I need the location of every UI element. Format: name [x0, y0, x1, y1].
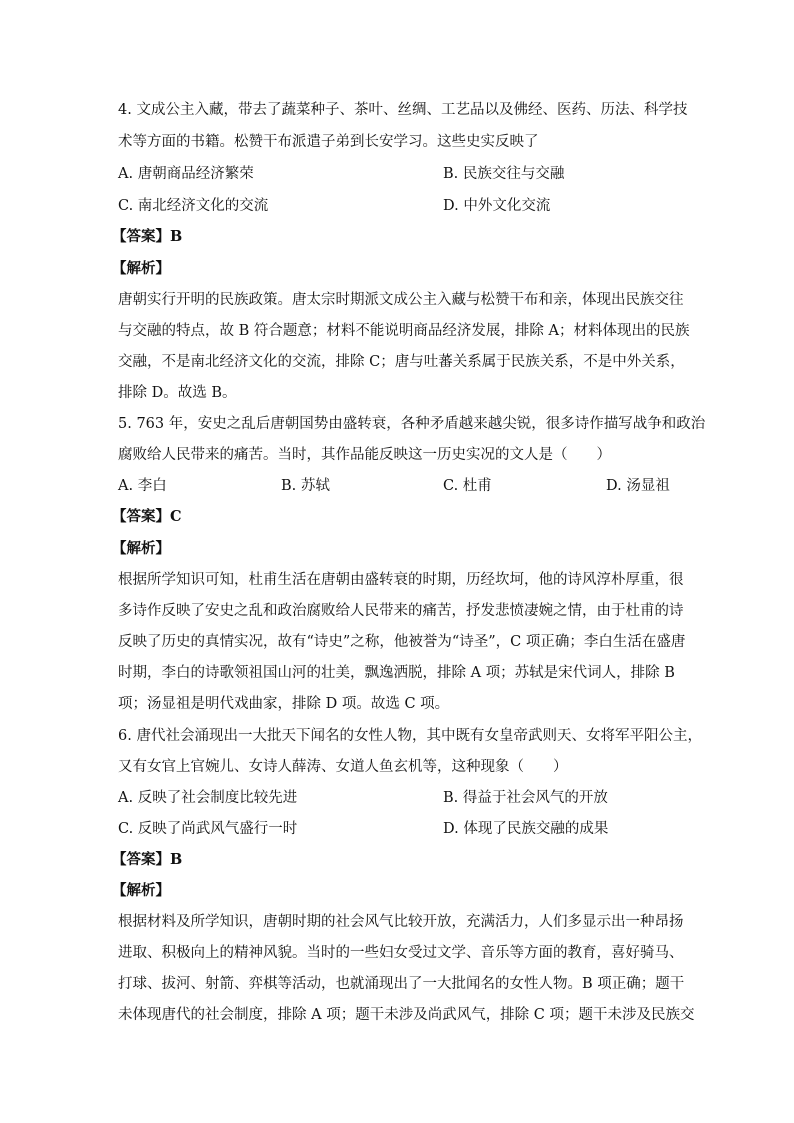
q4-option-d: D. 中外文化交流	[443, 198, 551, 214]
q4-analysis-line-2: 与交融的特点，故 B 符合题意；材料不能说明商品经济发展，排除 A；材料体现出的民族	[118, 323, 690, 339]
q4-stem-line-1: 4. 文成公主入藏，带去了蔬菜种子、茶叶、丝绸、工艺品以及佛经、医药、历法、科学技	[118, 102, 688, 118]
q4-analysis-line-4: 排除 D。故选 B。	[118, 385, 237, 401]
q6-analysis-line-1: 根据材料及所学知识，唐朝时期的社会风气比较开放，充满活力，人们多显示出一种昂扬	[118, 914, 684, 930]
q5-option-b: B. 苏轼	[281, 478, 330, 494]
q6-analysis-line-3: 打球、拔河、射箭、弈棋等活动，也就涌现出了一大批闻名的女性人物。B 项正确；题干	[118, 976, 685, 992]
q6-option-b: B. 得益于社会风气的开放	[443, 790, 608, 806]
q4-analysis-line-1: 唐朝实行开明的民族政策。唐太宗时期派文成公主入藏与松赞干布和亲，体现出民族交往	[118, 292, 684, 308]
q4-analysis-line-3: 交融，不是南北经济文化的交流，排除 C；唐与吐蕃关系属于民族关系，不是中外关系，	[118, 354, 685, 370]
q5-option-c: C. 杜甫	[443, 478, 492, 494]
q4-analysis-label: 【解析】	[112, 260, 170, 277]
q5-option-a: A. 李白	[118, 478, 167, 494]
q6-analysis-label: 【解析】	[112, 882, 170, 899]
q4-option-a: A. 唐朝商品经济繁荣	[118, 166, 254, 182]
q5-analysis-line-1: 根据所学知识可知，杜甫生活在唐朝由盛转衰的时期，历经坎坷，他的诗风淳朴厚重，很	[118, 572, 684, 588]
q6-option-c: C. 反映了尚武风气盛行一时	[118, 821, 298, 837]
q5-option-d: D. 汤显祖	[606, 478, 670, 494]
q5-stem-line-2: 腐败给人民带来的痛苦。当时，其作品能反映这一历史实况的文人是（ ）	[118, 447, 611, 463]
q6-option-d: D. 体现了民族交融的成果	[443, 821, 609, 837]
q5-stem-line-1: 5. 763 年，安史之乱后唐朝国势由盛转衰，各种矛盾越来越尖锐，很多诗作描写战争和政治	[118, 416, 706, 432]
q6-analysis-line-2: 进取、积极向上的精神风貌。当时的一些妇女受过文学、音乐等方面的教育，喜好骑马、	[118, 945, 684, 961]
q5-analysis-line-3: 反映了历史的真情实况，故有“诗史”之称，他被誉为“诗圣”，C 项正确；李白生活在盛唐	[118, 634, 686, 650]
q4-option-c: C. 南北经济文化的交流	[118, 198, 269, 214]
q4-answer: 【答案】B	[112, 228, 183, 245]
q5-analysis-line-2: 多诗作反映了安史之乱和政治腐败给人民带来的痛苦，抒发悲愤凄婉之情，由于杜甫的诗	[118, 603, 684, 619]
q6-option-a: A. 反映了社会制度比较先进	[118, 790, 298, 806]
q5-analysis-label: 【解析】	[112, 540, 170, 557]
q4-option-b: B. 民族交往与交融	[443, 166, 565, 182]
q4-stem-line-2: 术等方面的书籍。松赞干布派遣子弟到长安学习。这些史实反映了	[118, 134, 539, 150]
q6-stem-line-1: 6. 唐代社会涌现出一大批天下闻名的女性人物，其中既有女皇帝武则天、女将军平阳公主，	[118, 728, 702, 744]
q6-answer: 【答案】B	[112, 851, 183, 868]
q5-analysis-line-4: 时期，李白的诗歌领祖国山河的壮美，飘逸洒脱，排除 A 项；苏轼是宋代词人，排除 B	[118, 665, 675, 681]
q6-stem-line-2: 又有女官上官婉儿、女诗人薛涛、女道人鱼玄机等，这种现象（ ）	[118, 759, 568, 775]
q6-analysis-line-4: 未体现唐代的社会制度，排除 A 项；题干未涉及尚武风气，排除 C 项；题干未涉及民族交	[118, 1007, 695, 1023]
q5-answer: 【答案】C	[112, 508, 182, 525]
q5-analysis-line-5: 项；汤显祖是明代戏曲家，排除 D 项。故选 C 项。	[118, 696, 450, 712]
